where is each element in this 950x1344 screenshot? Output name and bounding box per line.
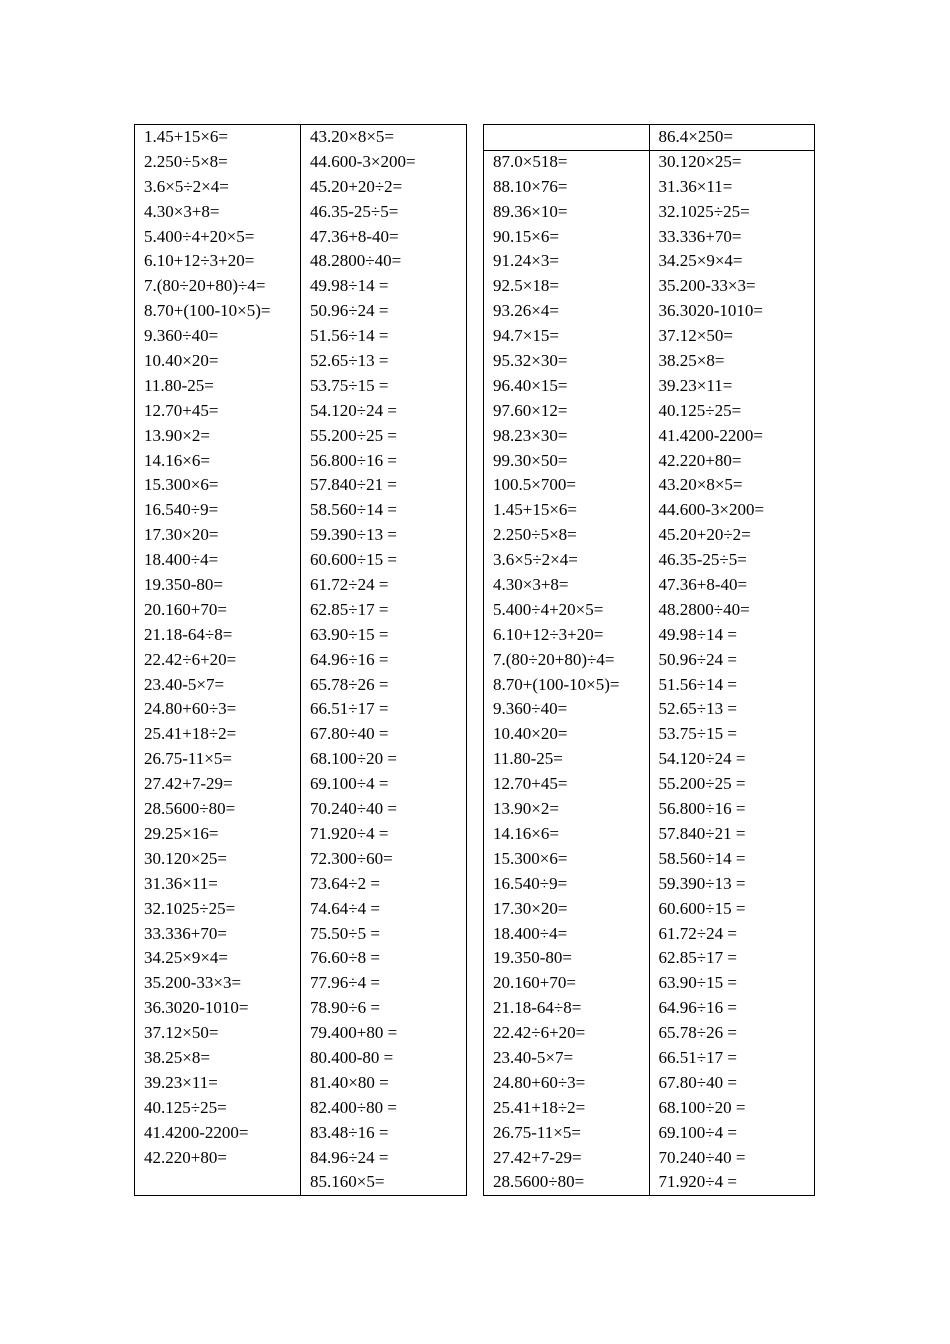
problem-cell: 54.120÷24 = <box>310 400 397 420</box>
problem-cell: 22.42÷6+20= <box>144 649 237 669</box>
problem-cell: 20.160+70= <box>493 973 576 993</box>
problem-cell: 74.64÷4 = <box>310 898 380 918</box>
problem-cell: 31.36×11= <box>658 176 733 196</box>
problem-cell: 29.25×16= <box>144 823 219 843</box>
problem-cell: 1.45+15×6= <box>493 500 578 520</box>
problem-cell: 10.40×20= <box>493 724 568 744</box>
problem-cell: 58.560÷14 = <box>658 848 746 868</box>
problem-cell: 8.70+(100-10×5)= <box>144 301 271 321</box>
problem-cell: 35.200-33×3= <box>658 276 756 296</box>
problem-cell: 62.85÷17 = <box>310 599 389 619</box>
problem-cell: 30.120×25= <box>658 151 742 171</box>
problem-cell: 33.336+70= <box>658 226 742 246</box>
problem-cell: 23.40-5×7= <box>493 1047 574 1067</box>
problem-cell: 8.70+(100-10×5)= <box>493 674 620 694</box>
problem-cell: 54.120÷24 = <box>658 749 746 769</box>
problem-cell: 41.4200-2200= <box>658 425 763 445</box>
problem-list <box>144 125 298 1170</box>
problem-cell: 88.10×76= <box>493 176 568 196</box>
problem-cell: 75.50÷5 = <box>310 923 380 943</box>
problem-cell: 45.20+20÷2= <box>658 525 751 545</box>
problem-cell: 53.75÷15 = <box>658 724 737 744</box>
problem-cell: 91.24×3= <box>493 251 559 271</box>
problem-cell: 65.78÷26 = <box>310 674 389 694</box>
problem-cell: 28.5600÷80= <box>144 799 236 819</box>
problem-cell: 35.200-33×3= <box>144 973 242 993</box>
problem-cell: 16.540÷9= <box>144 500 219 520</box>
problem-cell: 56.800÷16 = <box>310 450 397 470</box>
left-table-column-1 <box>135 125 300 1195</box>
problem-cell: 71.920÷4 = <box>658 1172 737 1192</box>
problem-cell: 27.42+7-29= <box>144 774 233 794</box>
problem-cell: 60.600÷15 = <box>310 550 397 570</box>
problem-cell: 43.20×8×5= <box>310 127 395 146</box>
problem-cell: 15.300×6= <box>493 848 568 868</box>
problem-cell: 5.400÷4+20×5= <box>493 599 604 619</box>
problem-list <box>659 125 813 1195</box>
problem-cell: 46.35-25÷5= <box>658 550 747 570</box>
problem-cell: 22.42÷6+20= <box>493 1023 586 1043</box>
problem-cell: 26.75-11×5= <box>144 749 232 769</box>
problem-cell: 55.200÷25 = <box>658 774 746 794</box>
problem-cell: 64.96÷16 = <box>310 649 389 669</box>
problem-cell: 81.40×80 = <box>310 1072 389 1092</box>
right-table-column-2 <box>649 125 815 1195</box>
problem-cell: 45.20+20÷2= <box>310 176 403 196</box>
problem-cell: 18.400÷4= <box>493 923 568 943</box>
problem-cell: 69.100÷4 = <box>658 1122 737 1142</box>
right-problem-table <box>483 124 815 1196</box>
problem-cell: 25.41+18÷2= <box>493 1097 586 1117</box>
problem-cell: 47.36+8-40= <box>310 226 399 246</box>
problem-cell: 9.360÷40= <box>144 326 219 346</box>
problem-cell: 3.6×5÷2×4= <box>144 176 229 196</box>
problem-cell: 65.78÷26 = <box>658 1023 737 1043</box>
problem-cell: 21.18-64÷8= <box>144 624 233 644</box>
problem-cell: 50.96÷24 = <box>658 649 737 669</box>
problem-cell: 49.98÷14 = <box>658 624 737 644</box>
problem-cell: 90.15×6= <box>493 226 559 246</box>
problem-cell: 49.98÷14 = <box>310 276 389 296</box>
problem-cell: 94.7×15= <box>493 326 559 346</box>
problem-cell: 69.100÷4 = <box>310 774 389 794</box>
problem-cell: 2.250÷5×8= <box>144 151 228 171</box>
problem-cell: 63.90÷15 = <box>658 973 737 993</box>
problem-cell: 25.41+18÷2= <box>144 724 237 744</box>
problem-cell: 11.80-25= <box>493 749 563 769</box>
problem-cell: 67.80÷40 = <box>310 724 389 744</box>
problem-cell: 26.75-11×5= <box>493 1122 581 1142</box>
problem-cell: 10.40×20= <box>144 351 219 371</box>
problem-cell: 77.96÷4 = <box>310 973 380 993</box>
problem-cell: 47.36+8-40= <box>658 575 748 595</box>
problem-cell: 39.23×11= <box>144 1072 218 1092</box>
problem-cell: 76.60÷8 = <box>310 948 380 968</box>
problem-cell: 20.160+70= <box>144 599 227 619</box>
problem-cell: 41.4200-2200= <box>144 1122 249 1142</box>
problem-cell: 48.2800÷40= <box>658 599 750 619</box>
problem-cell: 36.3020-1010= <box>658 301 763 321</box>
problem-cell: 84.96÷24 = <box>310 1147 389 1167</box>
problem-cell: 23.40-5×7= <box>144 674 225 694</box>
problem-cell: 2.250÷5×8= <box>493 525 577 545</box>
problem-cell: 18.400÷4= <box>144 550 219 570</box>
problem-cell: 7.(80÷20+80)÷4= <box>144 276 266 296</box>
problem-cell: 7.(80÷20+80)÷4= <box>493 649 615 669</box>
problem-cell: 78.90÷6 = <box>310 998 380 1018</box>
problem-cell: 36.3020-1010= <box>144 998 249 1018</box>
problem-cell: 100.5×700= <box>493 475 576 495</box>
problem-cell: 14.16×6= <box>493 823 559 843</box>
problem-cell: 38.25×8= <box>144 1047 210 1067</box>
problem-cell: 50.96÷24 = <box>310 301 389 321</box>
problem-cell: 68.100÷20 = <box>310 749 397 769</box>
problem-cell: 28.5600÷80= <box>493 1172 585 1192</box>
problem-cell: 48.2800÷40= <box>310 251 402 271</box>
problem-cell: 16.540÷9= <box>493 873 568 893</box>
left-problem-table <box>134 124 467 1196</box>
problem-cell: 44.600-3×200= <box>658 500 765 520</box>
problem-cell: 86.4×250= <box>658 127 733 146</box>
problem-cell: 80.400-80 = <box>310 1047 394 1067</box>
problem-cell: 56.800÷16 = <box>658 799 746 819</box>
problem-cell: 60.600÷15 = <box>658 898 746 918</box>
problem-cell: 27.42+7-29= <box>493 1147 582 1167</box>
problem-cell: 12.70+45= <box>493 774 568 794</box>
problem-cell: 59.390÷13 = <box>310 525 397 545</box>
problem-cell: 89.36×10= <box>493 201 568 221</box>
problem-cell: 63.90÷15 = <box>310 624 389 644</box>
problem-list <box>493 125 647 1195</box>
problem-cell: 11.80-25= <box>144 375 214 395</box>
problem-cell: 33.336+70= <box>144 923 227 943</box>
problem-cell: 52.65÷13 = <box>658 699 737 719</box>
problem-cell: 44.600-3×200= <box>310 151 416 171</box>
problem-cell: 95.32×30= <box>493 351 568 371</box>
problem-cell: 72.300÷60= <box>310 848 393 868</box>
problem-cell: 42.220+80= <box>144 1147 227 1167</box>
problem-cell: 13.90×2= <box>493 799 559 819</box>
problem-cell: 52.65÷13 = <box>310 351 389 371</box>
problem-cell: 67.80÷40 = <box>658 1072 737 1092</box>
problem-cell: 30.120×25= <box>144 848 227 868</box>
problem-cell: 96.40×15= <box>493 375 568 395</box>
problem-cell: 46.35-25÷5= <box>310 201 399 221</box>
problem-cell: 40.125÷25= <box>658 400 742 420</box>
problem-cell: 32.1025÷25= <box>658 201 750 221</box>
problem-cell: 70.240÷40 = <box>658 1147 746 1167</box>
problem-cell: 15.300×6= <box>144 475 219 495</box>
problem-cell: 21.18-64÷8= <box>493 998 582 1018</box>
problem-cell: 5.400÷4+20×5= <box>144 226 255 246</box>
left-table-column-2 <box>300 125 466 1195</box>
problem-cell: 55.200÷25 = <box>310 425 397 445</box>
problem-cell: 73.64÷2 = <box>310 873 380 893</box>
problem-cell: 68.100÷20 = <box>658 1097 746 1117</box>
problem-cell: 51.56÷14 = <box>658 674 737 694</box>
problem-cell: 32.1025÷25= <box>144 898 236 918</box>
problem-cell: 66.51÷17 = <box>310 699 389 719</box>
problem-cell <box>493 125 647 150</box>
problem-cell: 38.25×8= <box>658 351 725 371</box>
right-table-column-1 <box>484 125 649 1195</box>
problem-cell: 43.20×8×5= <box>658 475 743 495</box>
problem-cell: 62.85÷17 = <box>658 948 737 968</box>
problem-cell: 3.6×5÷2×4= <box>493 550 578 570</box>
problem-cell: 19.350-80= <box>493 948 572 968</box>
problem-cell: 4.30×3+8= <box>493 575 569 595</box>
problem-cell: 14.16×6= <box>144 450 210 470</box>
problem-cell: 82.400÷80 = <box>310 1097 397 1117</box>
problem-cell: 24.80+60÷3= <box>493 1072 586 1092</box>
problem-cell: 19.350-80= <box>144 575 223 595</box>
problem-cell: 39.23×11= <box>658 375 733 395</box>
problem-cell: 9.360÷40= <box>493 699 568 719</box>
problem-cell: 17.30×20= <box>144 525 219 545</box>
problem-cell: 85.160×5= <box>310 1172 385 1192</box>
problem-cell: 34.25×9×4= <box>658 251 743 271</box>
problem-cell: 66.51÷17 = <box>658 1047 737 1067</box>
problem-cell: 83.48÷16 = <box>310 1122 389 1142</box>
problem-cell: 51.56÷14 = <box>310 326 389 346</box>
problem-cell: 59.390÷13 = <box>658 873 746 893</box>
problem-cell: 57.840÷21 = <box>310 475 397 495</box>
problem-cell: 97.60×12= <box>493 400 568 420</box>
problem-cell: 58.560÷14 = <box>310 500 397 520</box>
problem-cell: 4.30×3+8= <box>144 201 220 221</box>
problem-cell: 92.5×18= <box>493 276 559 296</box>
problem-cell: 24.80+60÷3= <box>144 699 237 719</box>
problem-cell: 53.75÷15 = <box>310 375 389 395</box>
problem-cell: 40.125÷25= <box>144 1097 227 1117</box>
problem-cell: 12.70+45= <box>144 400 219 420</box>
problem-cell: 42.220+80= <box>658 450 742 470</box>
problem-cell: 31.36×11= <box>144 873 218 893</box>
problem-cell: 13.90×2= <box>144 425 210 445</box>
problem-cell: 71.920÷4 = <box>310 823 389 843</box>
problem-cell: 98.23×30= <box>493 425 568 445</box>
problem-cell: 37.12×50= <box>658 326 733 346</box>
problem-cell: 93.26×4= <box>493 301 559 321</box>
problem-cell: 87.0×518= <box>493 151 568 171</box>
problem-cell: 61.72÷24 = <box>658 923 737 943</box>
problem-cell: 37.12×50= <box>144 1023 219 1043</box>
problem-cell: 6.10+12÷3+20= <box>144 251 255 271</box>
problem-cell: 57.840÷21 = <box>658 823 746 843</box>
problem-cell: 64.96÷16 = <box>658 998 737 1018</box>
problem-cell: 17.30×20= <box>493 898 568 918</box>
problem-cell: 70.240÷40 = <box>310 799 397 819</box>
problem-cell: 1.45+15×6= <box>144 127 229 146</box>
problem-cell: 79.400+80 = <box>310 1023 398 1043</box>
problem-cell: 99.30×50= <box>493 450 568 470</box>
problem-cell: 34.25×9×4= <box>144 948 229 968</box>
problem-cell: 6.10+12÷3+20= <box>493 624 604 644</box>
problem-list <box>310 125 464 1195</box>
problem-cell: 61.72÷24 = <box>310 575 389 595</box>
